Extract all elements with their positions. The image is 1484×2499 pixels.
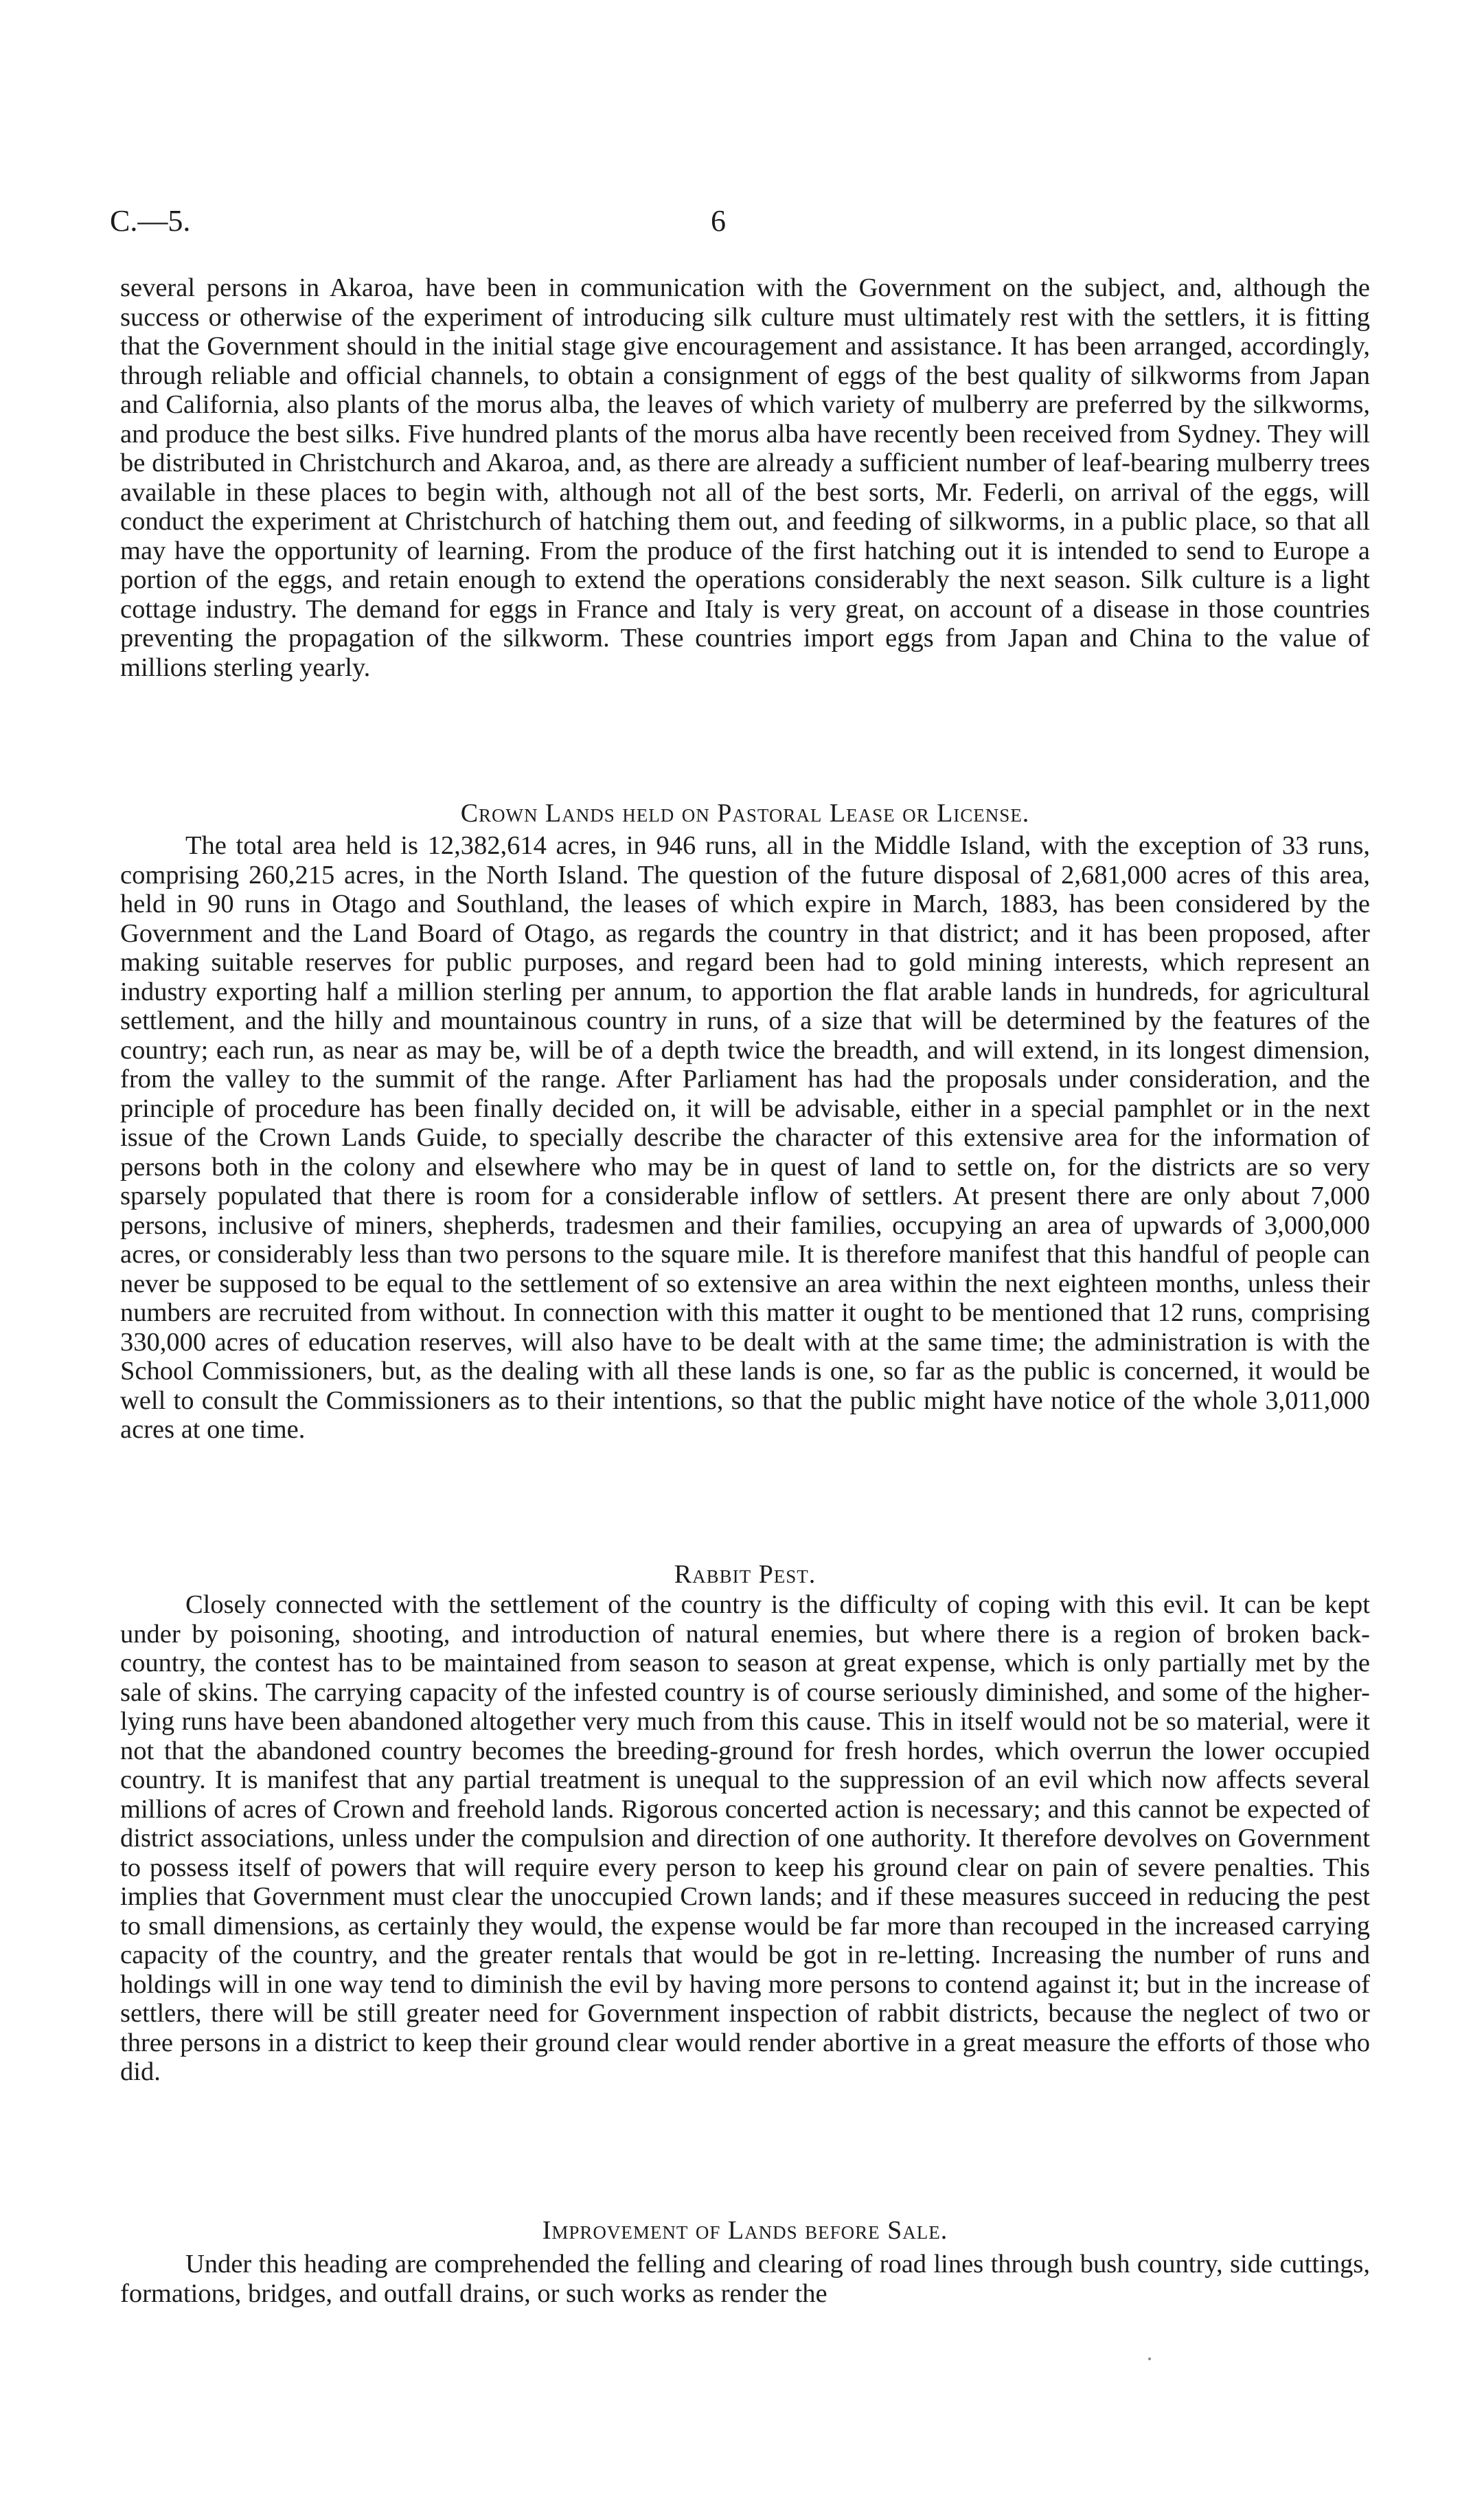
section-improvement-of-lands [120,2250,1370,2308]
document-reference: C.—5. [110,204,191,238]
page-number: 6 [711,204,726,238]
print-speck [1148,2357,1151,2360]
heading-crown-lands: Crown Lands held on Pastoral Lease or License. [460,799,1030,828]
heading-improvement-of-lands: Improvement of Lands before Sale. [542,2216,948,2245]
paragraph: The total area held is 12,382,614 acres, in 946 runs, all in the Middle Island, with the exception of 33 runs, comprising 260,215 acres, in the North Island. The question of the future disposal of 2,681,000 acres of this area, held in 90 runs in Otago and Southland, the leases of which expire in March, 1883, has been considered by the Government and the Land Board of Otago, as regards the country in that district; and it has been proposed, after making suitable reserves for public purposes, and regard been had to gold mining interests, which represent an industry exporting half a million sterling per annum, to apportion the flat arable lands in hundreds, for agricultural settlement, and the hilly and mountainous country in runs, of a size that will be determined by the features of the country; each run, as near as may be, will be of a depth twice the breadth, and will extend, in its longest dimension, from the valley to the summit of the range. After Parliament has had the proposals under consideration, and the principle of procedure has been finally decided on, it will be advisable, either in a special pamphlet or in the next issue of the Crown Lands Guide, to specially describe the character of this extensive area for the information of persons both in the colony and elsewhere who may be in quest of land to settle on, for the districts are so very sparsely populated that there is room for a considerable inflow of settlers. At present there are only about 7,000 persons, inclusive of miners, shepherds, tradesmen and their families, occupying an area of upwards of 3,000,000 acres, or considerably less than two persons to the square mile. It is therefore manifest that this handful of people can never be supposed to be equal to the settlement of so extensive an area within the next eighteen months, unless their numbers are recruited from without. In connection with this matter it ought to be mentioned that 12 runs, comprising 330,000 acres of education reserves, will also have to be dealt with at the same time; the administration is with the School Commissioners, but, as the dealing with all these lands is one, so far as the public is concerned, it would be well to consult the Commissioners as to their intentions, so that the public might have notice of the whole 3,011,000 acres at one time. [120,831,1370,1444]
paragraph: Under this heading are comprehended the felling and clearing of road lines through bush country, side cuttings, formations, bridges, and outfall drains, or such works as render the [120,2250,1370,2308]
heading-rabbit-pest: Rabbit Pest. [674,1560,817,1589]
section-silk-culture [120,273,1370,682]
section-rabbit-pest [120,1590,1370,2087]
paragraph: Closely connected with the settlement of the country is the difficulty of coping with this evil. It can be kept under by poisoning, shooting, and introduction of natural enemies, but where there is a region of broken back-country, the contest has to be maintained from season to season at great expense, which is only partially met by the sale of skins. The carrying capacity of the infested country is of course seriously diminished, and some of the higher-lying runs have been abandoned altogether very much from this cause. This in itself would not be so material, were it not that the abandoned country becomes the breeding-ground for fresh hordes, which overrun the lower occupied country. It is manifest that any partial treatment is unequal to the suppression of an evil which now affects several millions of acres of Crown and freehold lands. Rigorous concerted action is necessary; and this cannot be expected of district associations, unless under the compulsion and direction of one authority. It therefore devolves on Government to possess itself of powers that will require every person to keep his ground clear on pain of severe penalties. This implies that Government must clear the unoccupied Crown lands; and if these measures succeed in reducing the pest to small dimensions, as certainly they would, the expense would be far more than recouped in the increased carrying capacity of the country, and the greater rentals that would be got in re-letting. Increasing the number of runs and holdings will in one way tend to diminish the evil by having more persons to contend against it; but in the increase of settlers, there will be still greater need for Government inspection of rabbit districts, because the neglect of two or three persons in a district to keep their ground clear would render abortive in a great measure the efforts of those who did. [120,1590,1370,2086]
paragraph: several persons in Akaroa, have been in communication with the Government on the subject, and, although the success or otherwise of the experiment of introducing silk culture must ultimately rest with the settlers, it is fitting that the Government should in the initial stage give encouragement and assistance. It has been arranged, accordingly, through reliable and official channels, to obtain a consignment of eggs of the best quality of silkworms from Japan and California, also plants of the morus alba, the leaves of which variety of mulberry are preferred by the silkworms, and produce the best silks. Five hundred plants of the morus alba have recently been received from Sydney. They will be distributed in Christchurch and Akaroa, and, as there are already a sufficient number of leaf-bearing mulberry trees available in these places to begin with, although not all of the best sorts, Mr. Federli, on arrival of the eggs, will conduct the experiment at Christchurch of hatching them out, and feeding of silkworms, in a public place, so that all may have the opportunity of learning. From the produce of the first hatching out it is intended to send to Europe a portion of the eggs, and retain enough to extend the operations considerably the next season. Silk culture is a light cottage industry. The demand for eggs in France and Italy is very great, on account of a disease in those countries preventing the propagation of the silkworm. These countries import eggs from Japan and China to the value of millions sterling yearly. [120,273,1370,682]
section-crown-lands [120,831,1370,1445]
